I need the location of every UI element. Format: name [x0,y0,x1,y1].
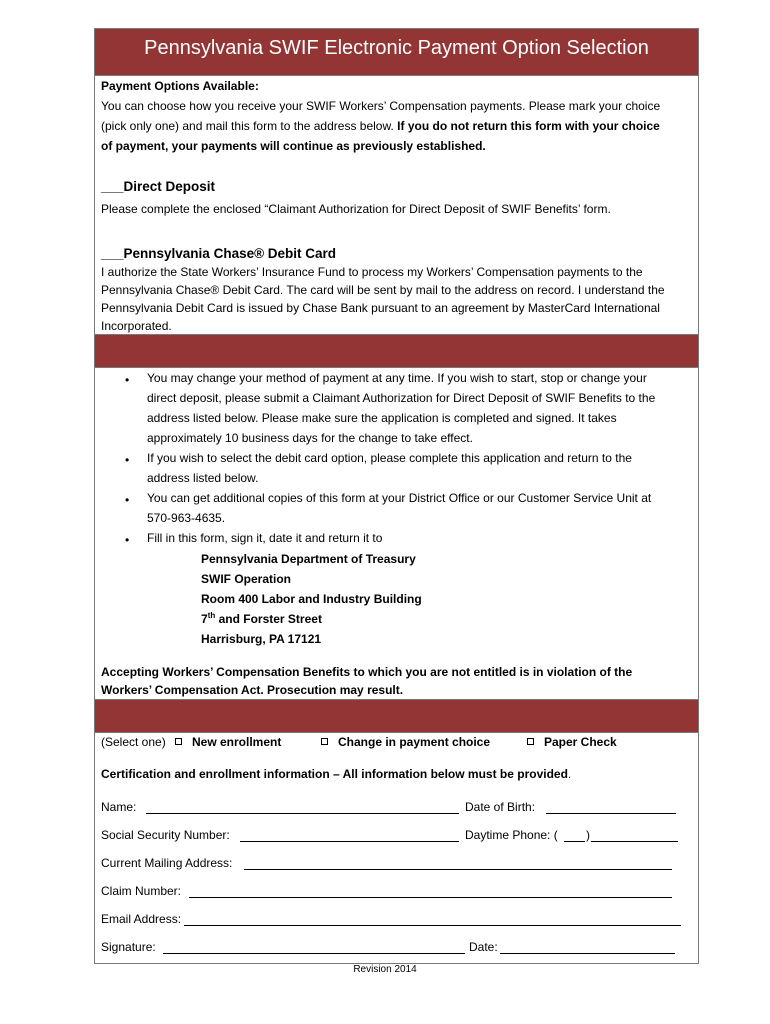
intro-line-1: You can choose how you receive your SWIF Workers’ Compensation payments. Please mark your choice [101,99,661,113]
bullet-dot: • [125,453,130,467]
debit-card-line-4: Incorporated. [101,319,172,333]
form-frame [94,28,699,964]
section-divider-band [95,334,698,368]
checkbox-icon[interactable] [527,738,534,745]
ssn-label: Social Security Number: [101,828,230,842]
bullet-2-line-1: If you wish to select the debit card option, please complete this application and return to the [147,451,632,465]
bullet-3-line-1: You can get additional copies of this form at your District Office or our Customer Service Unit at [147,491,652,505]
debit-card-line-1: I authorize the State Workers’ Insurance Fund to process my Workers’ Compensation payments to the [101,265,643,279]
bullet-dot: • [125,533,130,547]
option-change-payment[interactable]: Change in payment choice [321,732,490,752]
address-line-5: Harrisburg, PA 17121 [201,632,322,646]
title-bar [95,29,698,76]
date-field[interactable] [500,953,675,954]
phone-close-paren: ) [586,828,590,842]
bullet-dot: • [125,493,130,507]
bullet-1-line-4: approximately 10 business days for the change to take effect. [147,431,473,445]
signature-label: Signature: [101,940,156,954]
area-code-field[interactable] [564,841,585,842]
address-line-1: Pennsylvania Department of Treasury [201,552,416,566]
intro-line-3: of payment, your payments will continue as previously established. [101,139,486,153]
address-line-4: 7th and Forster Street [201,611,322,626]
mailing-address-field[interactable] [244,869,672,870]
page-title: Pennsylvania SWIF Electronic Payment Option Selection [144,37,649,59]
debit-card-line-3: Pennsylvania Debit Card is issued by Chase Bank pursuant to an agreement by MasterCard International [101,301,660,315]
bullet-3-line-2: 570-963-4635. [147,511,226,525]
debit-card-line-2: Pennsylvania Chase® Debit Card. The card will be sent by mail to the address on record. I understand the [101,283,665,297]
mailing-address-label: Current Mailing Address: [101,856,233,870]
intro-line-2: (pick only one) and mail this form to the address below. If you do not return this form with your choice [101,119,660,133]
dob-field[interactable] [546,813,676,814]
address-line-2: SWIF Operation [201,572,291,586]
warning-line-2: Workers’ Compensation Act. Prosecution may result. [101,683,404,697]
bullet-dot: • [125,373,130,387]
address-line-3: Room 400 Labor and Industry Building [201,592,422,606]
checkbox-icon[interactable] [175,738,182,745]
dob-label: Date of Birth: [465,800,536,814]
phone-field[interactable] [591,841,678,842]
bullet-2-line-2: address listed below. [147,471,259,485]
email-field[interactable] [184,925,681,926]
option-new-enrollment[interactable]: New enrollment [175,732,281,752]
signature-field[interactable] [163,953,465,954]
warning-line-1: Accepting Workers’ Compensation Benefits to which you are not entitled is in violation of the [101,665,633,679]
ssn-field[interactable] [240,841,459,842]
claim-number-field[interactable] [189,897,672,898]
email-label: Email Address: [101,912,182,926]
option-paper-check[interactable]: Paper Check [527,732,617,752]
name-field[interactable] [146,813,459,814]
revision-footer: Revision 2014 [353,964,417,975]
checkbox-icon[interactable] [321,738,328,745]
certification-text: Certification and enrollment information – All information below must be provided. [101,767,572,781]
phone-label: Daytime Phone: ( [465,828,558,842]
bullet-1-line-1: You may change your method of payment at any time. If you wish to start, stop or change your [147,371,647,385]
direct-deposit-heading: ___Direct Deposit [101,179,216,194]
options-heading: Payment Options Available: [101,79,259,93]
name-label: Name: [101,800,137,814]
claim-number-label: Claim Number: [101,884,182,898]
section-divider-band [95,699,698,733]
direct-deposit-text: Please complete the enclosed “Claimant Authorization for Direct Deposit of SWIF Benefits’ form. [101,202,611,216]
debit-card-heading: ___Pennsylvania Chase® Debit Card [101,246,337,261]
date-label: Date: [469,940,498,954]
select-one-label: (Select one) [101,735,166,749]
bullet-1-line-2: direct deposit, please submit a Claimant Authorization for Direct Deposit of SWIF Benefits to the [147,391,656,405]
bullet-1-line-3: address listed below. Please make sure the application is completed and signed. It takes [147,411,617,425]
bullet-4-line-1: Fill in this form, sign it, date it and return it to [147,531,383,545]
